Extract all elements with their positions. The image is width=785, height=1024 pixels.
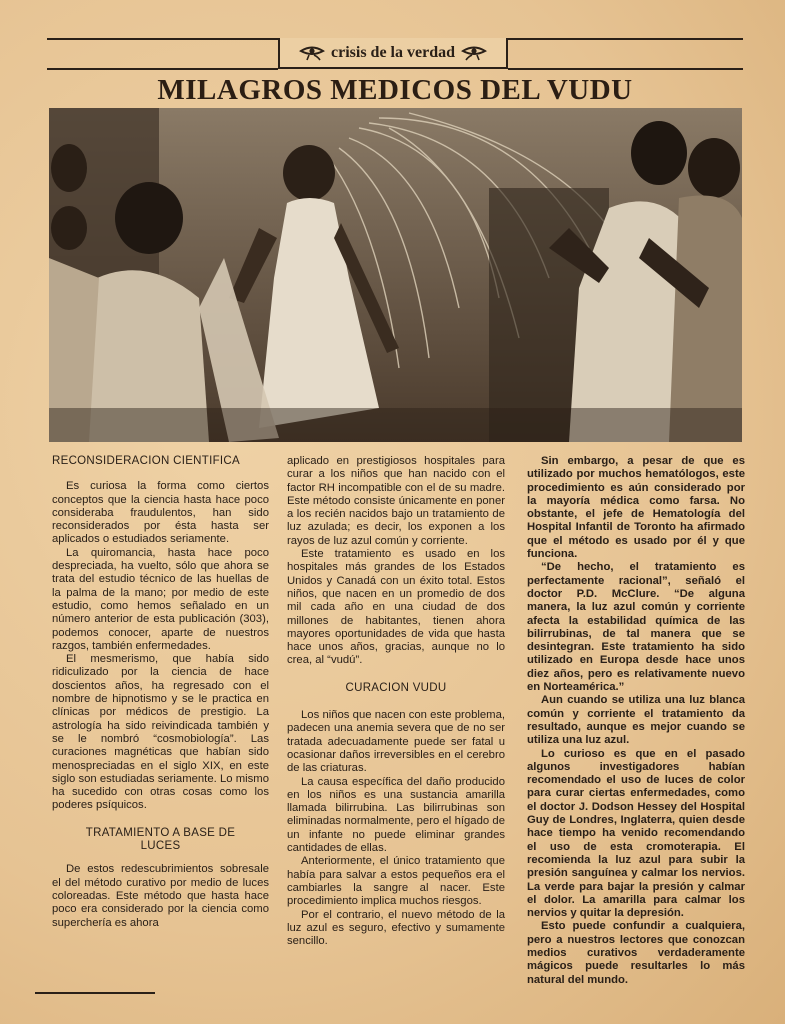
paragraph: Esto puede confundir a cualquiera, pero a nuestros lectores que conozcan medios curativos verdaderamente mágicos puede resultarles lo más natural del mundo. bbox=[527, 920, 745, 986]
paragraph: Sin embargo, a pesar de que es utilizado por muchos hematólogos, este procedimiento es aún considerado por la mayoría médica como farsa. No obstante, el jefe de Hematología del Hospital Infantil de Toronto ha afirmado que el método es usado por él y que funciona. bbox=[527, 455, 745, 561]
banner-rule-left bbox=[47, 68, 278, 70]
subheading: CURACION VUDU bbox=[345, 681, 447, 694]
paragraph: aplicado en prestigiosos hospitales para curar a los niños que han nacido con el factor RH incompatible con el de su madre. Este método consiste únicamente en poner a los recién nacidos bajo un tratamiento de luz azulada; es decir, los exponen a los rayos de luz azul común y corriente. bbox=[287, 455, 505, 547]
paragraph: La quiromancia, hasta hace poco despreciada, ha vuelto, sólo que ahora se trata del estudio técnico de las huellas de la palma de la mano; por medio de este estudio, como hemos señalado en un número anterior de esta publicación (303), podemos conocer, aparte de nuestros razgos, también enfermedades. bbox=[52, 546, 269, 652]
subheading: TRATAMIENTO A BASE DE LUCES bbox=[85, 826, 236, 853]
eye-of-horus-icon bbox=[461, 45, 487, 61]
paragraph: Anteriormente, el único tratamiento que había para salvar a estos pequeños era el cambiarles la sangre al nacer. Este procedimiento implica muchos riesgos. bbox=[287, 855, 505, 908]
paragraph: Lo curioso es que en el pasado algunos investigadores habían recomendado el uso de luces de color para curar ciertas enfermedades, como el doctor J. Dodson Hessey del Hospital Guy de Londres, Inglaterra, quien desde hace tiempo ha venido recomendando el uso de esta cromoterapia. El recomienda la luz azul para subir la presión sanguínea y calmar los nervios. La verde para bajar la presión y calmar el dolor. La amarilla para calmar los nervios y quitar la depresión. bbox=[527, 747, 745, 920]
subheading: RECONSIDERACION CIENTIFICA bbox=[52, 455, 240, 467]
article-column-2 bbox=[287, 455, 505, 948]
paragraph: De estos redescubrimientos sobresale el del método curativo por medio de luces coloreadas. Este método que hasta hace poco era considerado por la ciencia como superchería es ahora bbox=[52, 863, 269, 929]
article-headline: MILAGROS MEDICOS DEL VUDU bbox=[157, 74, 633, 106]
paragraph: Este tratamiento es usado en los hospitales más grandes de los Estados Unidos y Canadá con un éxito total. Estos niños, que nacen en un promedio de dos mil cada año en una ciudad de dos millones de habitantes, tienen ahora mayores oportunidades de vida que hasta hace unos años, gracias, aunque no lo crea, al “vudú”. bbox=[287, 548, 505, 667]
paragraph: La causa específica del daño producido en los niños es una sustancia amarilla llamada bilirrubina. Las bilirrubinas son eliminadas normalmente, pero el hígado de un infante no puede eliminar grandes cantidades de ellas. bbox=[287, 775, 505, 855]
paragraph: El mesmerismo, que había sido ridiculizado por la ciencia de hace doscientos años, ha regresado con el nombre de hipnotismo y se le practica en clínicas por médicos de prestigio. La astrología ha sido reivindicada también y se le nombró “cosmobiología”. Las curaciones magnéticas que habían sido menospreciadas en el siglo XIX, en este siglo son estudiadas seriamente. Lo mismo ha sucedido con otras cosas como los poderes psíquicos. bbox=[52, 653, 269, 812]
paragraph: Aun cuando se utiliza una luz blanca común y corriente el tratamiento da resultado, aunque es mejor cuando se utiliza una luz azul. bbox=[527, 694, 745, 747]
paragraph: “De hecho, el tratamiento es perfectamente racional”, señaló el doctor P.D. McClure. “De alguna manera, la luz azul común y corriente afecta la estabilidad química de las bilirrubinas, de tal manera que se desintegran. Este tratamiento ha sido utilizado en Europa desde hace unos diez años, pero es relativamente nuevo en Norteamérica.” bbox=[527, 561, 745, 694]
banner-rule-right bbox=[508, 68, 743, 70]
paragraph: Es curiosa la forma como ciertos conceptos que la ciencia hasta hace poco consideraba fraudulentos, han sido reconsiderados por ésta hasta ser aplicados o estudiados seriamente. bbox=[52, 480, 269, 546]
article-column-1 bbox=[52, 455, 269, 930]
eye-of-horus-icon bbox=[299, 45, 325, 61]
article-photo bbox=[49, 108, 742, 442]
article-column-3 bbox=[527, 455, 745, 987]
paragraph: Por el contrario, el nuevo método de la luz azul es seguro, efectivo y sumamente sencillo. bbox=[287, 908, 505, 948]
paragraph: Los niños que nacen con este problema, padecen una anemia severa que de no ser tratada adecuadamente puede ser fatal u ocasionar daños irreversibles en el cerebro de las criaturas. bbox=[287, 709, 505, 775]
section-banner bbox=[278, 38, 508, 69]
section-title: crisis de la verdad bbox=[331, 43, 455, 61]
footer-rule bbox=[35, 992, 155, 994]
